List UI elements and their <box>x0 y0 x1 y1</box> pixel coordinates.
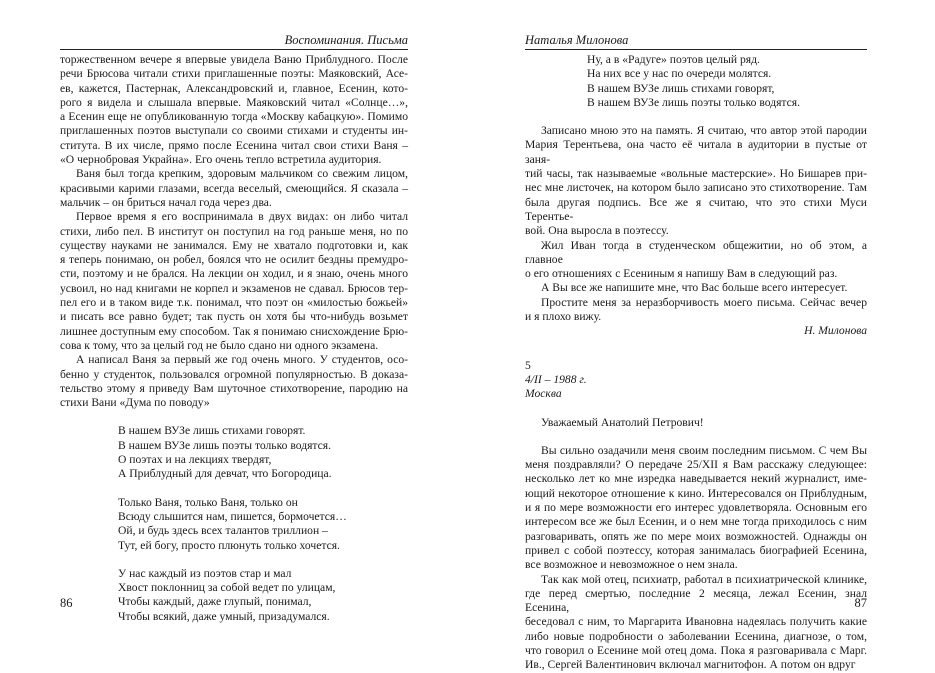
text-line: либо новые подробности о заболевании Есенина, диагнозе, о том, <box>525 629 867 643</box>
verse-line: Хвост поклонниц за собой ведет по улицам, <box>118 581 336 595</box>
text-line: Ваня был тогда крепким, здоровым мальчиком со свежим лицом, <box>76 167 408 181</box>
text-line: ев, кажется, Пастернак, Александровский и, главное, Есенин, кото- <box>60 81 408 95</box>
verse-stanza <box>525 53 867 110</box>
verse-line: Всюду слышится нам, пишется, бормочется… <box>118 509 347 523</box>
text-line: А Вы все же напишите мне, что Вас больше всего интересует. <box>541 281 848 295</box>
text-line: я теперь понимаю, он робел, боялся что не осилит бездны премудро- <box>60 253 408 267</box>
paragraph <box>60 353 408 410</box>
text-line: сова к тому, что за целый год не было сдано ни одного экзамена. <box>60 338 379 352</box>
verse-line: Ну, а в «Радуге» поэтов целый ряд. <box>587 53 760 66</box>
text-line: разговаривать, опять же по мере моих возможностей. Однажды он <box>525 529 867 543</box>
page-number-left: 86 <box>60 596 73 610</box>
page-number-right: 87 <box>854 596 867 610</box>
verse-line: На них все у нас по очереди молятся. <box>587 67 772 81</box>
text-line: Вы сильно озадачили меня своим последним письмом. С чем Вы <box>541 443 867 457</box>
text-line: стихи Вани «Дума по поводу» <box>60 396 210 410</box>
text-line: Мария Терентьева, она часто её читала в аудитории в пустые от заня- <box>525 138 867 166</box>
text-line: тий часы, так называемые «вольные мастерские». Но Бишарев при- <box>525 167 867 181</box>
verse-line: Чтобы каждый, даже глупый, понимал, <box>118 595 312 609</box>
verse-line: Чтобы всякий, даже умный, призадумался. <box>118 609 330 623</box>
verse-line: Ой, и будь здесь всех талантов триллион – <box>118 524 328 538</box>
paragraph <box>60 210 408 353</box>
right-page <box>525 0 867 672</box>
verse-stanza <box>60 496 408 553</box>
paragraph <box>525 573 867 673</box>
text-line: А написал Ваня за первый же год очень много. У студентов, осо- <box>76 353 408 367</box>
text-line: «О чернобровая Украйна». Его очень тепло встретила аудитория. <box>60 153 382 167</box>
text-line: существу науками не занимался. Ему не хватало подготовки и, как <box>60 238 408 252</box>
text-line: Так как мой отец, психиатр, работал в психиатрической клинике, <box>541 572 867 586</box>
text-line: приглашенных поэтов выступали со своими стихами и студенты ин- <box>60 124 408 138</box>
text-line: Ив., Сергей Валентинович включал магнитофон. А потом он вдруг <box>525 658 856 672</box>
text-line: бенно у студенток, пользовался огромной популярностью. В доказа- <box>60 367 408 381</box>
text-line: мальчик – он бриться начал года через два. <box>60 195 272 209</box>
verse-line: О поэтах и на лекциях твердят, <box>118 453 272 467</box>
text-line: о его отношениях с Есениным я напишу Вам в следующий раз. <box>525 267 838 281</box>
text-line: усвоил, но над книгами не корпел и экзаменов не сдавал. Брюсов тер- <box>60 281 408 295</box>
verse-line: В нашем ВУЗе лишь стихами говорят. <box>118 424 306 438</box>
verse-line: Тут, ей богу, просто плюнуть только хочется. <box>118 538 340 552</box>
text-line: несколько лет ко мне изредка наведывается некий журналист, име- <box>525 472 867 486</box>
text-line: что говорил о Есенине мой отец дома. Пока я разговаривала с Марг. <box>525 643 867 657</box>
text-line: рого я видела и слышала впервые. Маяковский читал «Солнце…», <box>60 95 408 109</box>
paragraph <box>525 239 867 282</box>
paragraph <box>60 53 408 167</box>
verse-line: Только Ваня, только Ваня, только он <box>118 495 298 509</box>
text-line: где перед смертью, последние 2 месяца, лежал Есенин, знал Есенина, <box>525 586 867 615</box>
text-line: лишнее доступным ему способом. Так я понимаю снисхождение Брю- <box>60 324 408 338</box>
text-line: пел его и в таком виде т.к. понимал, что поэт он «милостью божьей» <box>60 296 408 310</box>
text-line: была другая подпись. Все же я считаю, что это стихи Муси Терентье- <box>525 195 867 223</box>
text-line: вой. Она выросла в поэтессу. <box>525 224 669 238</box>
text-line: и я по мере возможности его интерес удовлетворяла. Основным его <box>525 501 867 515</box>
text-line: торжественном вечере я впервые увидела Ваню Приблудного. После <box>60 53 408 66</box>
right-page-body <box>525 53 867 673</box>
text-line: Записано мною это на память. Я считаю, что автор этой пародии <box>541 124 867 138</box>
left-page-body <box>60 53 408 624</box>
verse-line: У нас каждый из поэтов стар и мал <box>118 566 292 580</box>
running-header-left: Воспоминания. Письма <box>60 33 408 50</box>
text-line: а Есенин еще не опубликованную тогда «Москву кабацкую». Помимо <box>60 110 408 124</box>
paragraph <box>525 444 867 573</box>
text-line: меня поздравляли? О передаче 25/XII я Вам расскажу следующее: <box>525 458 867 472</box>
letter-greeting: Уважаемый Анатолий Петрович! <box>541 415 704 429</box>
text-line: ющий некоторое отношение к кино. Интересовался он Приблудным, <box>525 486 867 500</box>
verse-line: В нашем ВУЗе лишь стихами говорят, <box>587 81 775 95</box>
verse-line: А Приблудный для девчат, что Богородица. <box>118 467 332 481</box>
paragraph <box>525 296 867 325</box>
text-line: речи Брюсова читали стихи приглашенные поэты: Маяковский, Асе- <box>60 67 408 81</box>
verse-line: В нашем ВУЗе лишь поэты только водятся. <box>587 95 801 109</box>
text-line: сти, поэтому и не брался. На лекции он ходил, и я знаю, очень много <box>60 267 408 281</box>
text-line: беседовал с ним, то Маргарита Ивановна надеялась получить какие <box>525 615 867 629</box>
verse-stanza <box>60 424 408 481</box>
text-line: красивыми карими глазами, всегда веселый, смеющийся. Я сказала – <box>60 181 408 195</box>
paragraph <box>60 167 408 210</box>
paragraph <box>525 124 867 238</box>
verse-line: В нашем ВУЗе лишь поэты только водятся. <box>118 438 332 452</box>
paragraph <box>525 281 867 295</box>
text-line: и писать все равно будет; так пусть он хотя бы что-нибудь возьмет <box>60 310 408 324</box>
text-line: ститута. В их числе, прямо после Есенина читал свои стихи Ваня – <box>60 138 408 152</box>
text-line: интересом все же был Есенин, и о нем мне тогда приходилось с ним <box>525 515 867 529</box>
signature: Н. Милонова <box>804 324 867 338</box>
text-line: тельство этому я приведу Вам шуточное стихотворение, пародию на <box>60 381 408 395</box>
text-line: Простите меня за неразборчивость моего письма. Сейчас вечер <box>541 295 867 309</box>
text-line: и я плохо вижу. <box>525 310 602 324</box>
left-page <box>60 0 408 644</box>
text-line: Жил Иван тогда в студенческом общежитии, но об этом, а главное <box>525 238 867 266</box>
letter-number: 5 <box>525 358 531 372</box>
letter-place: Москва <box>525 387 562 401</box>
running-header-right: Наталья Милонова <box>525 33 867 50</box>
text-line: стихи, либо пел. В институт он поступил на год раньше меня, но по <box>60 224 408 238</box>
verse-stanza <box>60 567 408 624</box>
text-line: Первое время я его воспринимала в двух видах: он либо читал <box>76 210 408 224</box>
letter-date: 4/II – 1988 г. <box>525 372 587 386</box>
text-line: нес мне листочек, на котором было записано это стихотворение. Там <box>525 181 867 195</box>
text-line: все возможное и невозможное о нем знала. <box>525 558 738 572</box>
text-line: привел с собой поэтессу, которая занималась биографией Есенина, <box>525 543 867 557</box>
